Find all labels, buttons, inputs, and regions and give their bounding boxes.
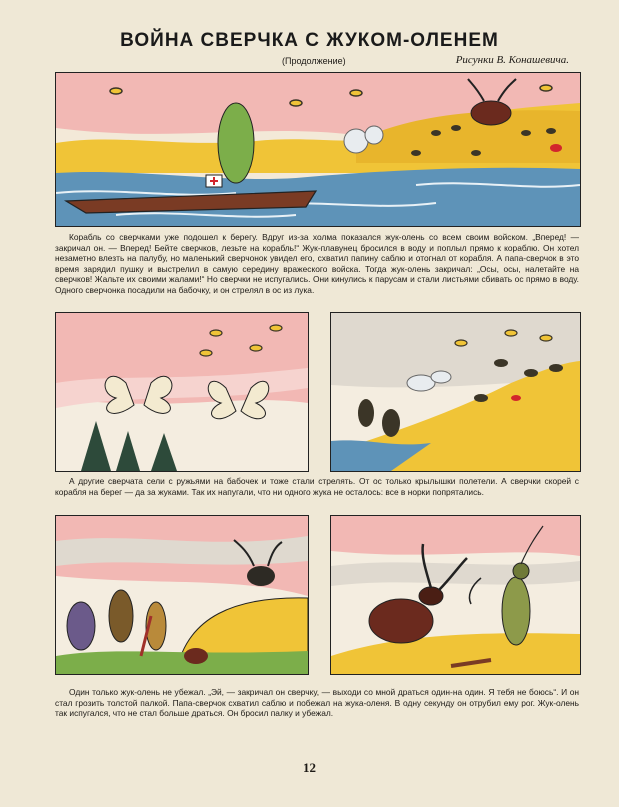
- illustration-butterflies: [55, 312, 309, 472]
- illustration-crickets-shooting: [330, 312, 581, 472]
- illustration-stag-beetle-hill: [55, 515, 309, 675]
- page-number: 12: [303, 760, 316, 775]
- crickets-shooting-drawing: [331, 313, 580, 471]
- butterflies-drawing: [56, 313, 308, 471]
- subtitle: (Продолжение): [282, 56, 346, 66]
- cricket-duel-drawing: [331, 516, 580, 674]
- story-text-2: [55, 476, 579, 497]
- story-text-3: [55, 687, 579, 719]
- page-title: ВОЙНА СВЕРЧКА С ЖУКОМ-ОЛЕНЕМ: [120, 30, 499, 51]
- illustrator-credit: Рисунки В. Конашевича.: [455, 54, 569, 66]
- illustration-cricket-duel: [330, 515, 581, 675]
- story-paragraph: Корабль со сверчками уже подошел к берегу. Вдруг из-за холма показался жук-олень со всем своим войском. „Вперед! — закричал он. — Вперед! Бейте сверчков, лезьте на корабль!“ Жук-плавунец бросился в воду и поплыл прямо к кораблю. Он хотел незаметно влезть на палубу, но маленький сверчонок увидел его, схватил папину саблю и отогнал от корабля. А папа-сверчок в это время зарядил пушку и выстрелил в самую середину вражеского войска. Тогда жук-олень закричал: „Осы, осы, налетайте на сверчков! Жальте их своими жалами!“ Но сверчки не испугались. Они кинулись к парусам и стали листьями сбивать ос прямо в воду. Одного сверчонка посадили на бабочку, и он стрелял в ос из лука.: [55, 232, 579, 295]
- illustration-ship-battle: [55, 72, 581, 227]
- story-paragraph: Один только жук-олень не убежал. „Эй, — закричал он сверчку, — выходи со мной драться один-на один. Я тебя не боюсь“. И он стал грозить толстой палкой. Папа-сверчок схватил саблю и побежал на жука-оленя. В одну секунду он отрубил ему рог. Жук-олень так испугался, что не стал больше драться. Он бросил палку и убежал.: [55, 687, 579, 719]
- stag-beetle-hill-drawing: [56, 516, 308, 674]
- story-text-1: [55, 232, 579, 296]
- story-paragraph: А другие сверчата сели с ружьями на бабочек и тоже стали стрелять. От ос только крылышки полетели. А сверчки скорей с корабля на берег — да за жуками. Так их напугали, что ни одного жука не осталось: все в норки попрятались.: [55, 476, 579, 497]
- ship-battle-drawing: [56, 73, 580, 226]
